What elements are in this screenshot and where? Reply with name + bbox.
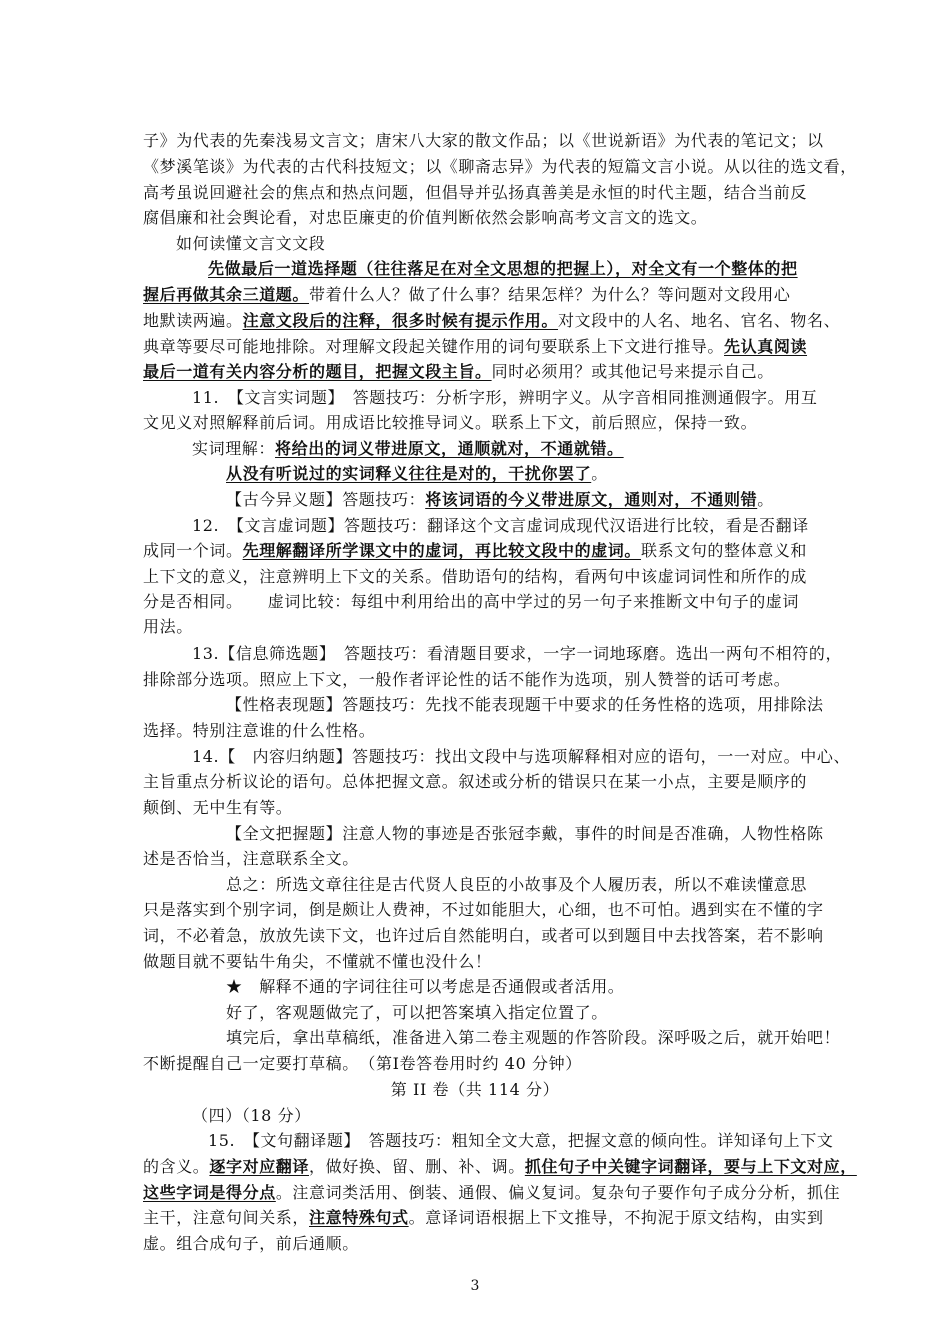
- emphasis-text: 注意特殊句式: [309, 1208, 409, 1227]
- text-line: 握后再做其余三道题。带着什么人？做了什么事？结果怎样？为什么？等问题对文段用心: [143, 285, 791, 304]
- text-line: 子》为代表的先秦浅易文言文；唐宋八大家的散文作品；以《世说新语》为代表的笔记文；以: [143, 131, 824, 150]
- section-heading: （四）（18 分）: [192, 1106, 311, 1125]
- text-line: 成同一个词。先理解翻译所学课文中的虚词，再比较文段中的虚词。联系文句的整体意义和: [143, 541, 808, 560]
- emphasis-text: 握后再做其余三道题。: [143, 285, 310, 304]
- text-line: 总之：所选文章往往是古代贤人良臣的小故事及个人履历表，所以不难读懂意思: [226, 875, 808, 894]
- text-line: 典章等要尽可能地排除。对理解文段起关键作用的词句要联系上下文进行推导。先认真阅读: [143, 337, 808, 356]
- text-line: 文见义对照解释前后词。用成语比较推导词义。联系上下文，前后照应，保持一致。: [143, 413, 758, 432]
- emphasis-text: 将该词语的今义带进原文，通则对，不通则错: [425, 490, 758, 509]
- emphasis-text: 这些字词是得分点: [143, 1183, 276, 1202]
- emphasis-text: 最后一道有关内容分析的题目，把握文段主旨。: [143, 362, 492, 381]
- text-line: 词，不必着急，放放先读下文，也许过后自然能明白，或者可以到题目中去找答案，若不影响: [143, 926, 824, 945]
- page-number: 3: [470, 1278, 480, 1294]
- text-line: 述是否恰当，注意联系全文。: [143, 849, 359, 868]
- emphasis-text: 抓住句子中关键字词翻译，要与上下文对应，: [524, 1157, 857, 1176]
- emphasis-text: 注意文段后的注释，很多时候有提示作用。: [242, 311, 559, 330]
- text-line: ★ 解释不通的字词往往可以考虑是否通假或者活用。: [226, 977, 625, 996]
- text-line: 15. 【文句翻译题】 答题技巧：粗知全文大意，把握文意的倾向性。详知译句上下文: [208, 1131, 834, 1150]
- text-line: 最后一道有关内容分析的题目，把握文段主旨。同时必须用？或其他记号来提示自己。: [143, 362, 774, 381]
- text-line: 12. 【文言虚词题】答题技巧：翻译这个文言虚词成现代汉语进行比较，看是否翻译: [192, 516, 809, 535]
- text-line: 14.【 内容归纳题】答题技巧：找出文段中与选项解释相对应的语句，一一对应。中心、: [192, 747, 851, 766]
- text-line: 做题目就不要钻牛角尖，不懂就不懂也没什么！: [143, 952, 492, 971]
- text-line: 【全文把握题】注意人物的事迹是否张冠李戴，事件的时间是否准确，人物性格陈: [226, 824, 824, 843]
- text-line: 主旨重点分析议论的语句。总体把握文意。叙述或分析的错误只在某一小点，主要是顺序的: [143, 772, 808, 791]
- text-line: 实词理解：将给出的词义带进原文，通顺就对，不通就错。: [192, 439, 624, 458]
- emphasis-text: 将给出的词义带进原文，通顺就对，不通就错。: [275, 439, 624, 458]
- text-line: 11. 【文言实词题】 答题技巧：分析字形，辨明字义。从字音相同推测通假字。用互: [192, 388, 818, 407]
- emphasis-text: 先理解翻译所学课文中的虚词，再比较文段中的虚词。: [242, 541, 642, 560]
- text-line: 填完后，拿出草稿纸，准备进入第二卷主观题的作答阶段。深呼吸之后，就开始吧！: [226, 1028, 841, 1047]
- text-line: 不断提醒自己一定要打草稿。 （第Ⅰ卷答卷用时约 40 分钟）: [143, 1054, 582, 1073]
- text-line: 的含义。逐字对应翻译，做好换、留、删、补、调。抓住句子中关键字词翻译，要与上下文对应，: [143, 1157, 857, 1176]
- text-line: 颠倒、无中生有等。: [143, 798, 293, 817]
- text-line: 分是否相同。 虚词比较：每组中利用给出的高中学过的另一句子来推断文中句子的虚词: [143, 592, 800, 611]
- text-line: 好了，客观题做完了，可以把答案填入指定位置了。: [226, 1003, 608, 1022]
- emphasis-text: 先做最后一道选择题（往往落足在对全文思想的把握上），对全文有一个整体的把: [208, 259, 798, 278]
- text-line: 腐倡廉和社会舆论看，对忠臣廉吏的价值判断依然会影响高考文言文的选文。: [143, 208, 708, 227]
- text-line: 《梦溪笔谈》为代表的古代科技短文；以《聊斋志异》为代表的短篇文言小说。从以往的选文看，: [143, 157, 857, 176]
- text-line: 用法。: [143, 617, 193, 636]
- text-line: 主干，注意句间关系，注意特殊句式。意译词语根据上下文推导，不拘泥于原文结构，由实到: [143, 1208, 824, 1227]
- section-heading: 如何读懂文言文文段: [176, 234, 326, 253]
- text-line: 虚。组合成句子，前后通顺。: [143, 1234, 359, 1253]
- text-line: 【性格表现题】答题技巧：先找不能表现题干中要求的任务性格的选项，用排除法: [226, 695, 824, 714]
- emphasis-text: 先认真阅读: [724, 337, 808, 356]
- text-line: 这些字词是得分点。注意词类活用、倒装、通假、偏义复词。复杂句子要作句子成分分析，抓住: [143, 1183, 841, 1202]
- text-line: 从没有听说过的实词释义往往是对的，干扰你罢了。: [226, 464, 608, 483]
- emphasis-text: 从没有听说过的实词释义往往是对的，干扰你罢了: [226, 464, 592, 483]
- text-line: 13.【信息筛选题】 答题技巧：看清题目要求，一字一词地琢磨。选出一两句不相符的，: [192, 644, 843, 663]
- text-line: 地默读两遍。注意文段后的注释，很多时候有提示作用。对文段中的人名、地名、官名、物名、: [143, 311, 841, 330]
- text-line: 高考虽说回避社会的焦点和热点问题，但倡导并弘扬真善美是永恒的时代主题，结合当前反: [143, 183, 808, 202]
- section-title: 第 II 卷（共 114 分）: [390, 1080, 560, 1099]
- text-line: 选择。特别注意谁的什么性格。: [143, 721, 376, 740]
- emphasis-text: 逐字对应翻译: [209, 1157, 310, 1176]
- text-line: 上下文的意义，注意辨明上下文的关系。借助语句的结构，看两句中该虚词词性和所作的成: [143, 567, 808, 586]
- text-line: 【古今异义题】答题技巧：将该词语的今义带进原文，通则对，不通则错。: [226, 490, 774, 509]
- text-line: [208, 259, 888, 279]
- text-line: 排除部分选项。照应上下文，一般作者评论性的话不能作为选项，别人赞誉的话可考虑。: [143, 670, 791, 689]
- text-line: 只是落实到个别字词，倒是颇让人费神，不过如能胆大，心细，也不可怕。遇到实在不懂的字: [143, 900, 824, 919]
